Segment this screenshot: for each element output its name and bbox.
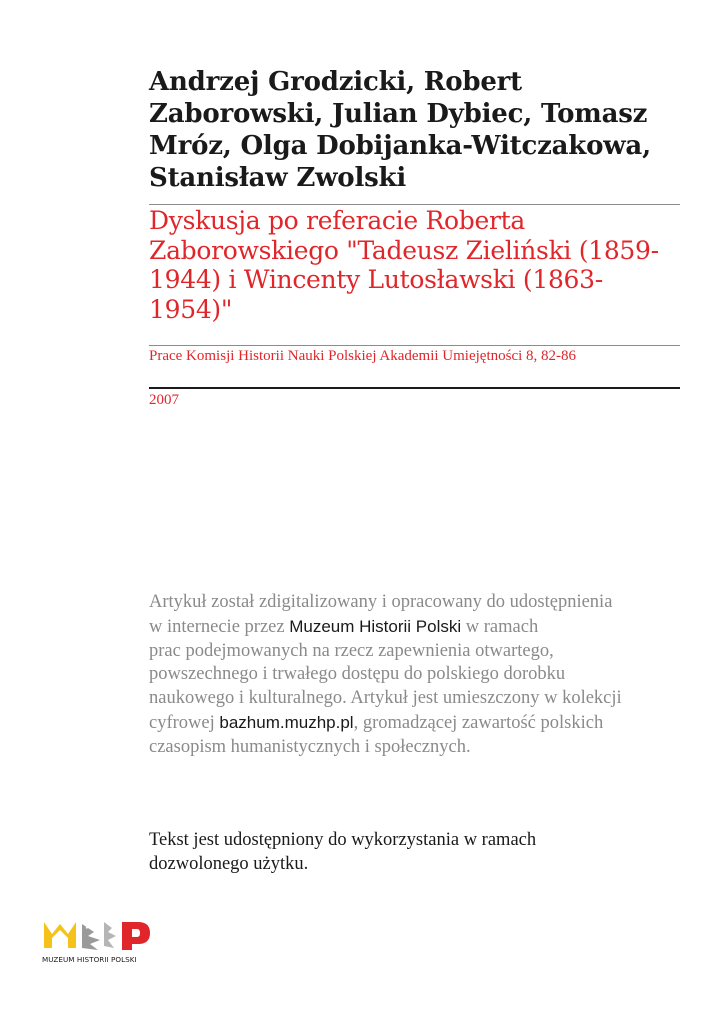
eagle-shape <box>82 924 100 950</box>
usage-line: Tekst jest udostępniony do wykorzystania w ramach <box>149 830 537 850</box>
notice-line: naukowego i kulturalnego. Artykuł jest umieszczony w kolekcji <box>149 688 622 709</box>
logo-caption: MUZEUM HISTORII POLSKI <box>42 955 137 964</box>
divider-middle <box>149 345 680 346</box>
article-title: Dyskusja po referacie Roberta Zaborowskiego "Tadeusz Zieliński (1859-1944) i Wincenty Lutosławski (1863-1954)" <box>149 206 659 324</box>
notice-line <box>149 711 679 736</box>
source-citation: Prace Komisji Historii Nauki Polskiej Akademii Umiejętności 8, 82-86 <box>149 348 577 364</box>
notice-text: w internecie przez <box>149 616 290 637</box>
digitization-notice <box>149 591 679 760</box>
notice-text: , gromadzącej zawartość polskich <box>353 712 604 733</box>
museum-link[interactable]: Muzeum Historii Polski <box>289 616 462 636</box>
notice-text: cyfrowej <box>149 712 220 733</box>
notice-line: powszechnego i trwałego dostępu do polskiego dorobku <box>149 664 566 685</box>
museum-logo-icon <box>42 918 154 954</box>
notice-line: prac podejmowanych na rzecz zapewnienia otwartego, <box>149 640 554 661</box>
usage-notice <box>149 828 669 876</box>
p-shape <box>122 922 150 950</box>
authors: Andrzej Grodzicki, Robert Zaborowski, Julian Dybiec, Tomasz Mróz, Olga Dobijanka-Witczakowa, Stanisław Zwolski <box>149 67 651 193</box>
bazhum-link[interactable]: bazhum.muzhp.pl <box>219 712 354 732</box>
publication-year: 2007 <box>149 392 179 408</box>
notice-line: czasopism humanistycznych i społecznych. <box>149 736 471 757</box>
divider-bottom <box>149 387 680 389</box>
museum-logo <box>42 918 154 968</box>
usage-line: dozwolonego użytku. <box>149 854 309 874</box>
notice-text: w ramach <box>461 616 539 637</box>
notice-line: Artykuł został zdigitalizowany i opracowany do udostępnienia <box>149 592 613 612</box>
divider-top <box>149 204 680 205</box>
notice-line <box>149 615 679 640</box>
